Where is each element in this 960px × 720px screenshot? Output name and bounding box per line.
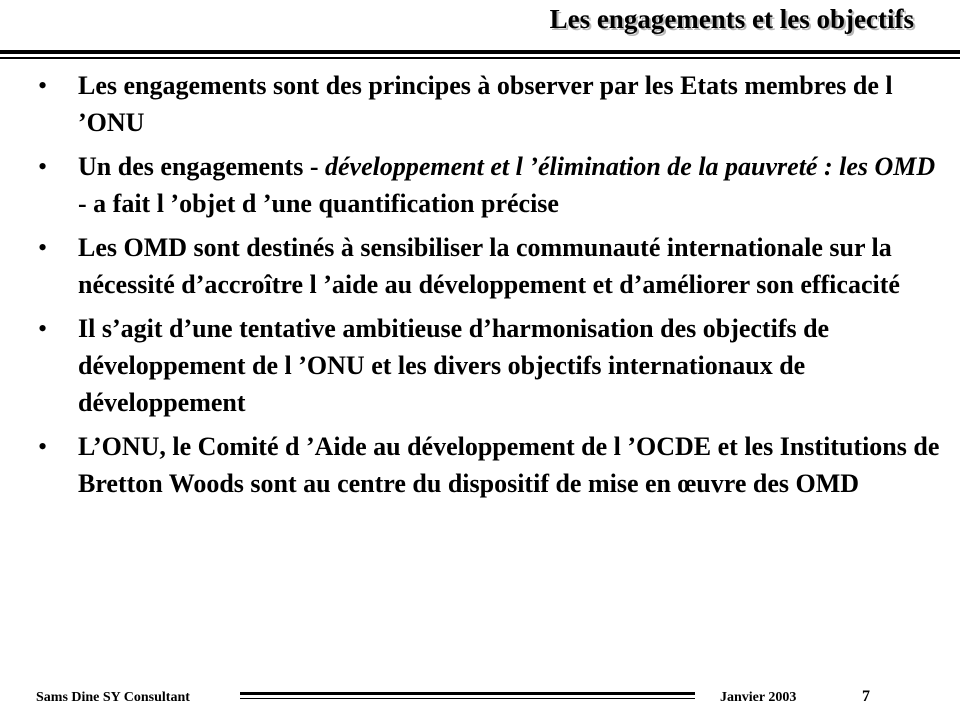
bullet-item	[38, 148, 948, 222]
bullet-list	[38, 67, 948, 509]
bullet-dot-icon: •	[38, 314, 48, 343]
slide-title: Les engagements et les objectifs	[549, 4, 914, 34]
bullet-item	[38, 67, 948, 141]
bullet-dot-icon: •	[38, 152, 48, 181]
bullet-item	[38, 428, 948, 502]
footer-author: Sams Dine SY Consultant	[36, 690, 190, 705]
bullet-text: Un des engagements -	[78, 152, 325, 181]
bullet-dot-icon: •	[38, 233, 48, 262]
bullet-item	[38, 229, 948, 303]
bullet-text: Les engagements sont des principes à observer par les Etats membres de l ’ONU	[78, 71, 893, 137]
title-rule-thin	[0, 57, 960, 59]
page-number: 7	[862, 688, 870, 705]
bullet-text: - a fait l ’objet d ’une quantification précise	[78, 189, 559, 218]
bullet-item	[38, 310, 948, 421]
footer-date: Janvier 2003	[720, 690, 797, 705]
bullet-text: Les OMD sont destinés à sensibiliser la communauté internationale sur la nécessité d’accroître l ’aide au développement et d’améliorer son efficacité	[78, 233, 900, 299]
bullet-text: L’ONU, le Comité d ’Aide au développement de l ’OCDE et les Institutions de Bretton Woods sont au centre du dispositif de mise en œuvre des OMD	[78, 432, 940, 498]
bullet-text-italic: développement et l ’élimination de la pauvreté : les OMD	[325, 152, 936, 181]
bullet-text: Il s’agit d’une tentative ambitieuse d’harmonisation des objectifs de développement de l ’ONU et les divers objectifs internationaux de développement	[78, 314, 830, 417]
footer-rule-thin	[240, 698, 695, 699]
footer-rule-thick	[240, 692, 695, 695]
bullet-dot-icon: •	[38, 432, 48, 461]
bullet-dot-icon: •	[38, 71, 48, 100]
title-rule-thick	[0, 50, 960, 54]
